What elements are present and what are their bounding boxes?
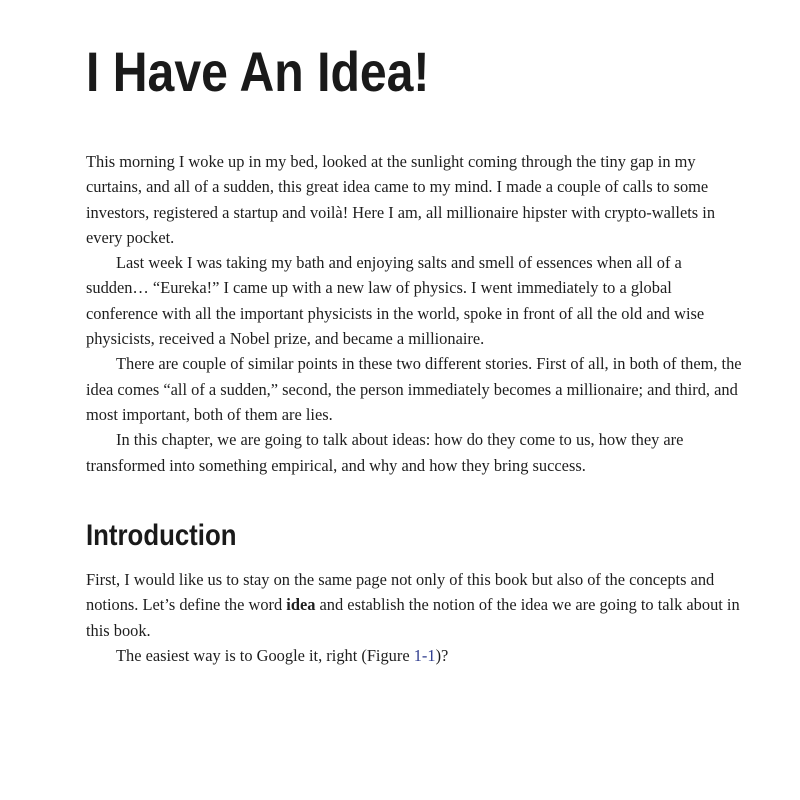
intro-paragraph: This morning I woke up in my bed, looked at the sunlight coming through the tiny gap in my curtains, and all of a sudden, this great idea came to my mind. I made a couple of calls to some investors, registered a startup and voilà! Here I am, all millionaire hipster with crypto-wallets in every pocket. bbox=[86, 152, 716, 247]
section-heading: Introduction bbox=[86, 519, 237, 552]
paragraph-text: )? bbox=[435, 645, 449, 665]
paragraph-text: First, I would like us to stay on the same page not only of this book but also of the concepts and notions. Let’s define the word bbox=[86, 570, 715, 615]
section-body bbox=[86, 567, 746, 668]
chapter-intro bbox=[86, 149, 746, 478]
term-idea: idea bbox=[286, 595, 316, 615]
figure-reference-link[interactable]: 1-1 bbox=[413, 645, 436, 665]
section-paragraph bbox=[86, 643, 746, 668]
section-paragraph bbox=[86, 567, 746, 643]
intro-paragraph: In this chapter, we are going to talk about ideas: how do they come to us, how they are transformed into something empirical, and why and how they bring success. bbox=[86, 430, 684, 475]
chapter-title: I Have An Idea! bbox=[86, 40, 430, 103]
paragraph-text: and establish the notion of the idea we are going to talk about in this book. bbox=[86, 595, 740, 640]
paragraph-text: The easiest way is to Google it, right (Figure bbox=[116, 645, 414, 665]
intro-paragraph: There are couple of similar points in these two different stories. First of all, in both of them, the idea comes “all of a sudden,” second, the person immediately becomes a millionaire; and third, and most important, both of them are lies. bbox=[86, 354, 742, 424]
intro-paragraph: Last week I was taking my bath and enjoying salts and smell of essences when all of a sudden… “Eureka!” I came up with a new law of physics. I went immediately to a global conference with all the important physicists in the world, spoke in front of all the old and wise physicists, received a Nobel prize, and became a millionaire. bbox=[86, 253, 705, 349]
